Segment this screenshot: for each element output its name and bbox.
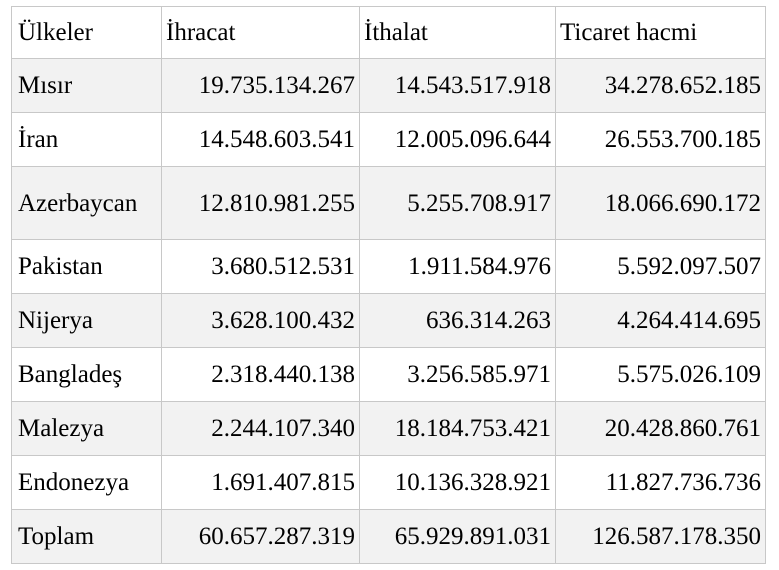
- import-cell: 18.184.753.421: [360, 402, 556, 456]
- table-row: [12, 348, 766, 402]
- import-cell: 3.256.585.971: [360, 348, 556, 402]
- import-cell: 10.136.328.921: [360, 456, 556, 510]
- trade-table: [11, 6, 766, 564]
- country-cell: Pakistan: [12, 240, 162, 294]
- header-cell: İhracat: [162, 7, 360, 59]
- total-import-cell: 65.929.891.031: [360, 510, 556, 564]
- table-row: [12, 113, 766, 167]
- export-cell: 14.548.603.541: [162, 113, 360, 167]
- volume-cell: 4.264.414.695: [556, 294, 766, 348]
- table-row: [12, 294, 766, 348]
- country-cell: Azerbaycan: [12, 167, 162, 240]
- import-cell: 14.543.517.918: [360, 59, 556, 113]
- export-cell: 2.244.107.340: [162, 402, 360, 456]
- table-row: [12, 240, 766, 294]
- header-cell: Ticaret hacmi: [556, 7, 766, 59]
- volume-cell: 18.066.690.172: [556, 167, 766, 240]
- country-cell: Mısır: [12, 59, 162, 113]
- volume-cell: 26.553.700.185: [556, 113, 766, 167]
- import-cell: 1.911.584.976: [360, 240, 556, 294]
- country-cell: Bangladeş: [12, 348, 162, 402]
- export-cell: 3.628.100.432: [162, 294, 360, 348]
- header-cell: İthalat: [360, 7, 556, 59]
- table-row: [12, 456, 766, 510]
- volume-cell: 11.827.736.736: [556, 456, 766, 510]
- country-cell: Malezya: [12, 402, 162, 456]
- total-volume-cell: 126.587.178.350: [556, 510, 766, 564]
- country-cell: İran: [12, 113, 162, 167]
- import-cell: 5.255.708.917: [360, 167, 556, 240]
- table-row: [12, 167, 766, 240]
- country-cell: Nijerya: [12, 294, 162, 348]
- volume-cell: 34.278.652.185: [556, 59, 766, 113]
- export-cell: 2.318.440.138: [162, 348, 360, 402]
- volume-cell: 5.592.097.507: [556, 240, 766, 294]
- table-total-row: [12, 510, 766, 564]
- total-label-cell: Toplam: [12, 510, 162, 564]
- table-header-row: [12, 7, 766, 59]
- import-cell: 12.005.096.644: [360, 113, 556, 167]
- table-row: [12, 59, 766, 113]
- total-export-cell: 60.657.287.319: [162, 510, 360, 564]
- country-cell: Endonezya: [12, 456, 162, 510]
- export-cell: 1.691.407.815: [162, 456, 360, 510]
- header-cell: Ülkeler: [12, 7, 162, 59]
- import-cell: 636.314.263: [360, 294, 556, 348]
- volume-cell: 20.428.860.761: [556, 402, 766, 456]
- export-cell: 3.680.512.531: [162, 240, 360, 294]
- table-row: [12, 402, 766, 456]
- export-cell: 12.810.981.255: [162, 167, 360, 240]
- export-cell: 19.735.134.267: [162, 59, 360, 113]
- volume-cell: 5.575.026.109: [556, 348, 766, 402]
